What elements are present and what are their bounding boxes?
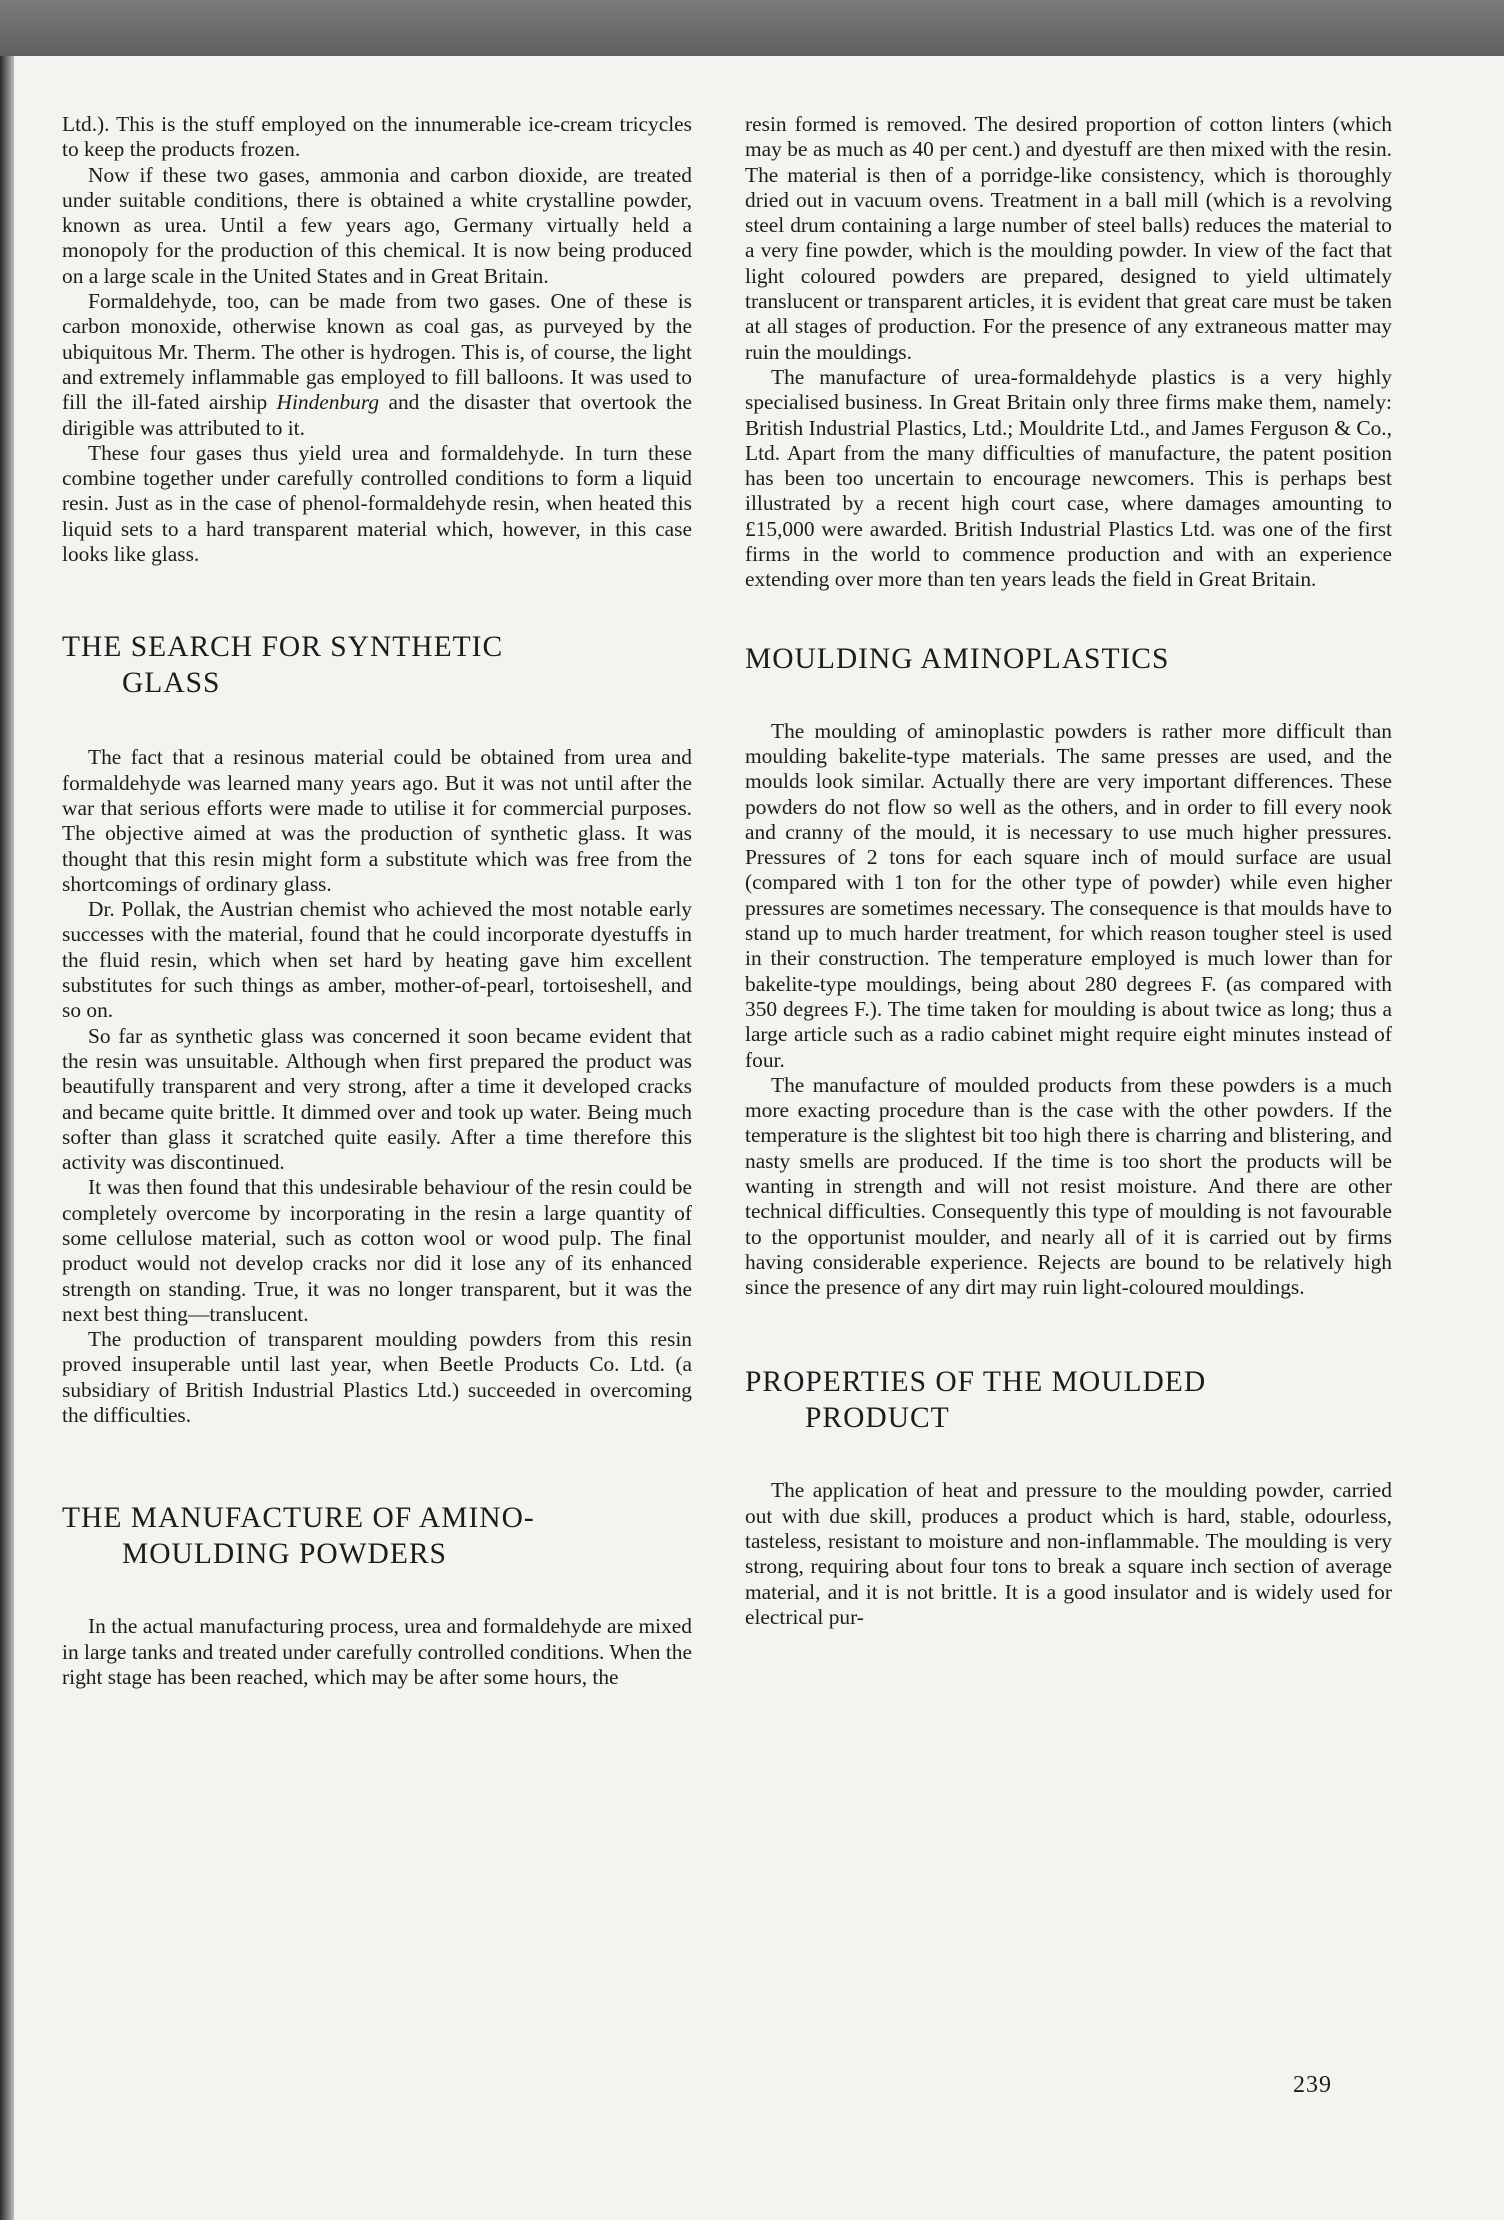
scan-binding-shadow [0,56,14,2220]
paragraph: The manufacture of urea-formaldehyde plastics is a very highly specialised business. In Great Britain only three firms make them, namely: British Industrial Plastics, Ltd.; Mouldrite Ltd., and James Ferguson & Co., Ltd. Apart from the many difficulties of manufacture, the patent position has been too uncertain to encourage newcomers. This is perhaps best illustrated by a recent high court case, where damages amounting to £15,000 were awarded. British Industrial Plastics Ltd. was one of the first firms in the world to commence production and with an experience extending over more than ten years leads the field in Great Britain. [745,364,1392,592]
heading-line: PROPERTIES OF THE MOULDED [745,1366,1207,1399]
heading-line: GLASS [122,667,221,700]
paragraph: Now if these two gases, ammonia and carbon dioxide, are treated under suitable conditions, there is obtained a white crystalline powder, known as urea. Until a few years ago, Germany virtually held a monopoly for the production of this chemical. It is now being produced on a large scale in the United States and in Great Britain. [62,162,692,288]
heading-line: MOULDING POWDERS [122,1538,447,1571]
paragraph: Ltd.). This is the stuff employed on the innumerable ice-cream tricycles to keep the products frozen. [62,112,692,162]
heading-line: PRODUCT [805,1402,950,1435]
section-heading-moulding-aminoplastics: MOULDING AMINOPLASTICS [745,642,1170,675]
section-heading-manufacture-amino-moulding-powders [62,1500,692,1572]
paragraph: resin formed is removed. The desired proportion of cotton linters (which may be as much as 40 per cent.) and dyestuff are then mixed with the resin. The material is then of a porridge-like consistency, which is thoroughly dried out in vacuum ovens. Treatment in a ball mill (which is a revolving steel drum containing a large number of steel balls) reduces the material to a very fine powder, which is the moulding powder. In view of the fact that light coloured powders are prepared, designed to yield ultimately translucent or transparent articles, it is evident that great care must be taken at all stages of production. For the presence of any extraneous matter may ruin the mouldings. [745,112,1392,364]
heading-line: THE SEARCH FOR SYNTHETIC [62,631,504,664]
airship-name: Hindenburg [276,390,380,415]
paragraph: So far as synthetic glass was concerned it soon became evident that the resin was unsuitable. Although when first prepared the product was beautifully transparent and very strong, after a time it developed cracks and became quite brittle. It dimmed over and took up water. Being much softer than glass it scratched quite easily. After a time therefore this activity was discontinued. [62,1023,692,1175]
section-heading-properties-moulded-product [745,1364,1392,1436]
heading-line: THE MANUFACTURE OF AMINO- [62,1502,535,1535]
section-heading-search-synthetic-glass [62,629,692,701]
paragraph: Formaldehyde, too, can be made from two gases. One of these is carbon monoxide, otherwise known as coal gas, as purveyed by the ubiquitous Mr. Therm. The other is hydrogen. This is, of course, the light and extremely inflammable gas employed to fill balloons. It was used to fill the ill-fated airship Hindenburg and the disaster that overtook the dirigible was attributed to it. [62,289,692,440]
paragraph: Dr. Pollak, the Austrian chemist who achieved the most notable early successes with the material, found that he could incorporate dyestuffs in the fluid resin, which when set hard by heating gave him excellent substitutes for such things as amber, mother-of-pearl, tortoiseshell, and so on. [62,897,692,1023]
right-column [745,112,1392,1630]
scan-top-edge [0,0,1504,56]
page-number: 239 [1293,2072,1332,2098]
paragraph: The manufacture of moulded products from these powders is a much more exacting procedure than is the case with the other powders. If the temperature is the slightest bit too high there is charring and blistering, and nasty smells are produced. If the time is too short the products will be wanting in strength and will not resist moisture. And there are other technical difficulties. Consequently this type of moulding is not favourable to the opportunist moulder, and nearly all of it is carried out by firms having considerable experience. Rejects are bound to be relatively high since the presence of any dirt may ruin light-coloured mouldings. [745,1072,1392,1300]
paragraph: The application of heat and pressure to the moulding powder, carried out with due skill, produces a product which is hard, stable, odourless, tasteless, resistant to moisture and non-inflammable. The moulding is very strong, requiring about four tons to break a square inch section of average material, and it is not brittle. It is a good insulator and is widely used for electrical pur- [745,1478,1392,1629]
paragraph: It was then found that this undesirable behaviour of the resin could be completely overcome by incorporating in the resin a large quantity of some cellulose material, such as cotton wool or wood pulp. The final product would not develop cracks nor did it lose any of its enhanced strength on standing. True, it was no longer transparent, but it was the next best thing—translucent. [62,1175,692,1326]
left-column [62,112,692,1690]
paragraph: The moulding of aminoplastic powders is rather more difficult than moulding bakelite-type materials. The same presses are used, and the moulds look similar. Actually there are very important differences. These powders do not flow so well as the others, and in order to fill every nook and cranny of the mould, it is necessary to use much higher pressures. Pressures of 2 tons for each square inch of mould surface are usual (compared with 1 ton for the other type of powder) while even higher pressures are sometimes necessary. The consequence is that moulds have to stand up to much harder treatment, for which reason tougher steel is used in their construction. The temperature employed is much lower than for bakelite-type mouldings, being about 280 degrees F. (as compared with 350 degrees F.). The time taken for moulding is about twice as long; thus a large article such as a radio cabinet might require eight minutes instead of four. [745,718,1392,1072]
paragraph: The production of transparent moulding powders from this resin proved insuperable until last year, when Beetle Products Co. Ltd. (a subsidiary of British Industrial Plastics Ltd.) succeeded in overcoming the difficulties. [62,1327,692,1428]
paragraph: The fact that a resinous material could be obtained from urea and formaldehyde was learned many years ago. But it was not until after the war that serious efforts were made to utilise it for commercial purposes. The objective aimed at was the production of synthetic glass. It was thought that this resin might form a substitute which was free from the shortcomings of ordinary glass. [62,745,692,896]
paragraph: In the actual manufacturing process, urea and formaldehyde are mixed in large tanks and treated under carefully controlled conditions. When the right stage has been reached, which may be after some hours, the [62,1614,692,1689]
paragraph: These four gases thus yield urea and formaldehyde. In turn these combine together under carefully controlled conditions to form a liquid resin. Just as in the case of phenol-formaldehyde resin, when heated this liquid sets to a hard transparent material which, however, in this case looks like glass. [62,440,692,567]
